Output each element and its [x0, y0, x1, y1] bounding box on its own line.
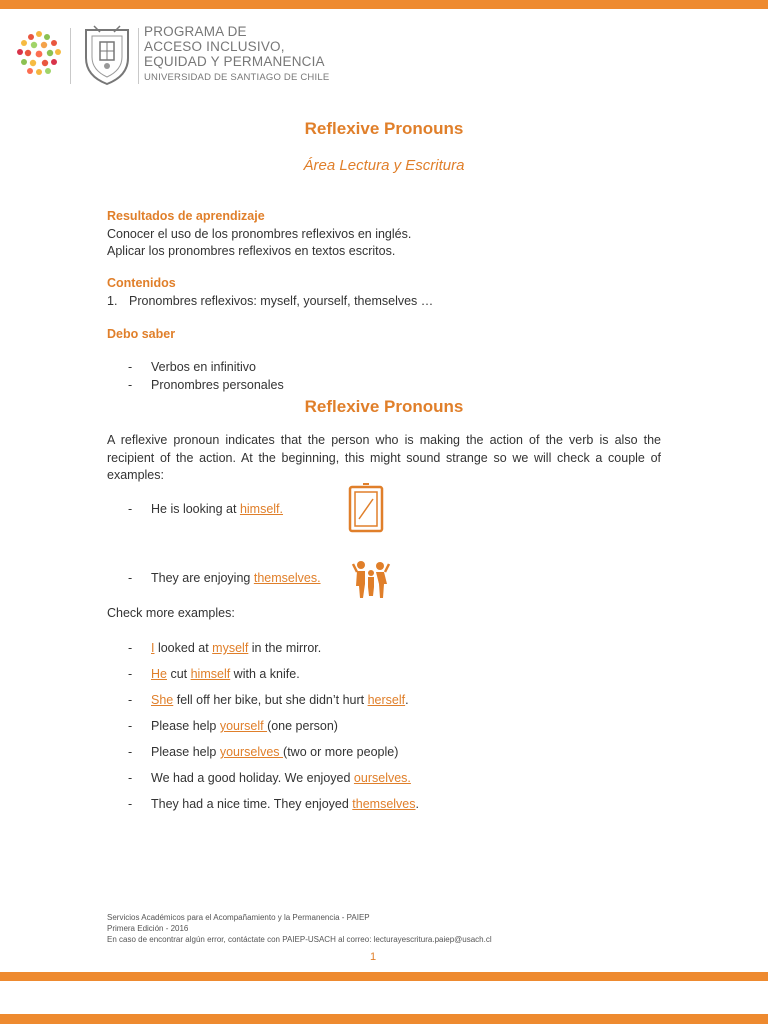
- example-text: They are enjoying: [151, 571, 254, 585]
- org-name-block: [144, 24, 329, 85]
- contenidos-item: [107, 294, 433, 308]
- page-subtitle: Área Lectura y Escritura: [303, 157, 465, 174]
- top-accent-bar: [0, 0, 768, 9]
- org-line-1: PROGRAMA DE: [144, 24, 247, 39]
- debo-saber-item-text: Verbos en infinitivo: [151, 360, 256, 374]
- reflexive-pronoun: himself.: [239, 502, 284, 516]
- university-crest-icon: [80, 24, 134, 86]
- footer-line: Servicios Académicos para el Acompañamiento y la Permanencia - PAIEP: [107, 913, 370, 922]
- subject-pronoun: She: [151, 693, 174, 707]
- debo-saber-heading: Debo saber: [107, 327, 176, 341]
- reflexive-pronoun: themselves: [352, 797, 416, 811]
- header-divider: [70, 28, 71, 84]
- example-item: - He cut himself with a knife.: [128, 667, 300, 681]
- example-text: He is looking at: [151, 502, 240, 516]
- mirror-icon: [346, 483, 386, 533]
- example-item: - I looked at myself in the mirror.: [128, 641, 322, 655]
- reflexive-pronoun: yourselves: [219, 745, 284, 759]
- check-more-label: Check more examples:: [107, 606, 235, 620]
- debo-saber-item: - Verbos en infinitivo: [128, 360, 256, 374]
- subject-pronoun: I: [151, 641, 155, 655]
- header-divider-2: [138, 28, 139, 84]
- contenidos-item-number: 1.: [107, 294, 118, 308]
- university-name: UNIVERSIDAD DE SANTIAGO DE CHILE: [144, 72, 330, 83]
- header: [14, 24, 374, 88]
- subject-pronoun: He: [151, 667, 167, 681]
- example-item: - They are enjoying themselves.: [128, 571, 321, 585]
- page-title: Reflexive Pronouns: [304, 119, 464, 138]
- page-number: 1: [369, 951, 377, 963]
- resultados-heading: Resultados de aprendizaje: [107, 209, 265, 223]
- reflexive-pronoun: themselves.: [253, 571, 321, 585]
- reflexive-pronoun: herself: [367, 693, 406, 707]
- org-line-3: EQUIDAD Y PERMANENCIA: [144, 54, 325, 69]
- bottom-accent-bar: [0, 972, 768, 981]
- example-item: - We had a good holiday. We enjoyed ourselves.: [128, 771, 411, 785]
- intro-paragraph: A reflexive pronoun indicates that the person who is making the action of the verb is also the recipient of the action. At the beginning, this might sound strange so we will check a couple of examples:: [107, 433, 661, 482]
- debo-saber-item: - Pronombres personales: [128, 378, 284, 392]
- debo-saber-item-text: Pronombres personales: [151, 378, 284, 392]
- family-icon: [351, 560, 391, 600]
- example-item: - Please help yourselves (two or more people): [128, 745, 399, 759]
- reflexive-pronoun: ourselves.: [353, 771, 411, 785]
- example-item: - He is looking at himself.: [128, 502, 284, 516]
- paiep-logo-icon: [14, 28, 64, 78]
- org-line-2: ACCESO INCLUSIVO,: [144, 39, 285, 54]
- resultados-line: Conocer el uso de los pronombres reflexivos en inglés.: [107, 227, 412, 241]
- example-item: - They had a nice time. They enjoyed themselves.: [128, 797, 419, 811]
- section-title: Reflexive Pronouns: [304, 397, 464, 416]
- footer-line: En caso de encontrar algún error, contáctate con PAIEP-USACH al correo: lecturayescritura.paiep@usach.cl: [107, 935, 492, 944]
- resultados-line: Aplicar los pronombres reflexivos en textos escritos.: [107, 244, 396, 258]
- contenidos-heading: Contenidos: [107, 276, 176, 290]
- example-item: - Please help yourself (one person): [128, 719, 338, 733]
- footer-line: Primera Edición - 2016: [107, 924, 189, 933]
- reflexive-pronoun: himself: [190, 667, 231, 681]
- example-item: - She fell off her bike, but she didn’t hurt herself.: [128, 693, 409, 707]
- bottom-accent-bar: [0, 1014, 768, 1024]
- footer: [107, 912, 492, 945]
- reflexive-pronoun: yourself: [219, 719, 268, 733]
- reflexive-pronoun: myself: [212, 641, 249, 655]
- contenidos-item-text: Pronombres reflexivos: myself, yourself, themselves …: [129, 294, 434, 308]
